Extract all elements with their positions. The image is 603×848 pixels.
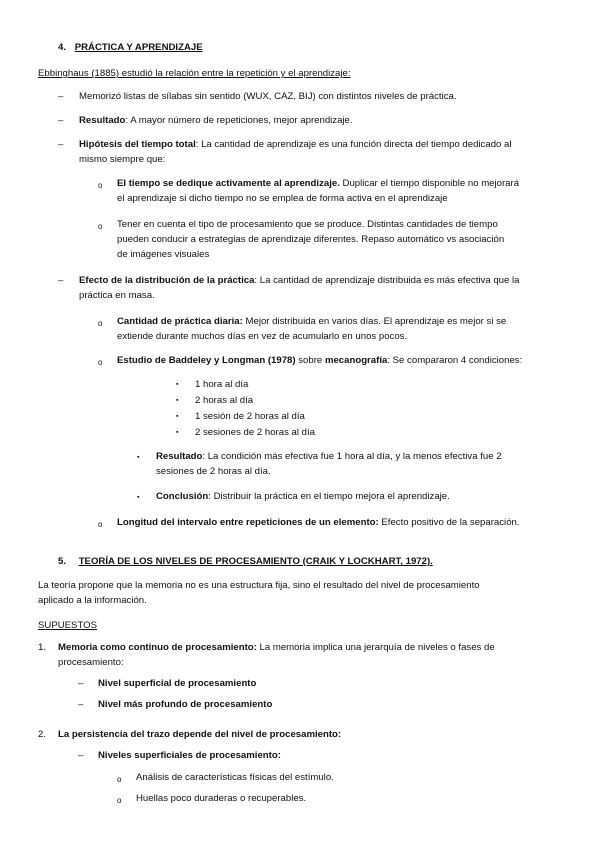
res2-label: Resultado xyxy=(156,451,203,462)
hip-sub1-label: El tiempo se dedique activamente al aprendizaje. xyxy=(117,178,340,189)
square-bullet: ▪ xyxy=(137,454,140,461)
section-4-heading xyxy=(58,40,203,55)
longitud-text: Efecto positivo de la separación. xyxy=(378,517,520,528)
circle-bullet: o xyxy=(98,358,103,367)
hip-sub1-line1: Duplicar el tiempo disponible no mejorará xyxy=(339,178,520,189)
cantidad-label: Cantidad de práctica diaria: xyxy=(117,316,243,327)
estudio-item xyxy=(117,353,522,368)
efecto-line2: práctica en masa. xyxy=(79,290,155,301)
supuestos-heading: SUPUESTOS xyxy=(38,620,98,631)
section-5-intro-line1: La teoría propone que la memoria no es una estructura fija, sino el resultado del nivel de procesamiento xyxy=(38,580,480,591)
s2-subsub-item: Análisis de características físicas del estímulo. xyxy=(136,772,334,783)
efecto-line1: : La cantidad de aprendizaje distribuida es más efectiva que la xyxy=(254,275,520,286)
list-item-memorizo: Memorizó listas de sílabas sin sentido (WUX, CAZ, BIJ) con distintos niveles de práctica. xyxy=(79,91,457,102)
list-item-hipotesis xyxy=(79,137,565,167)
s1-line1: La memoria implica una jerarquía de niveles o fases de xyxy=(256,642,495,653)
dash-bullet: – xyxy=(78,699,84,710)
concl-text: : Distribuir la práctica en el tiempo mejora el aprendizaje. xyxy=(208,491,450,502)
s2-sub-label: Niveles superficiales de procesamiento: xyxy=(98,750,281,761)
longitud-label: Longitud del intervalo entre repeticiones de un elemento: xyxy=(117,517,379,528)
hip-sub2-line1: Tener en cuenta el tipo de procesamiento que se produce. Distintas cantidades de tiempo xyxy=(117,219,498,230)
section-5-intro xyxy=(38,578,565,608)
hipotesis-sub-1 xyxy=(117,176,565,206)
square-bullet: ▪ xyxy=(176,413,179,420)
hipotesis-sub-2 xyxy=(117,217,565,262)
s1-sub-item: Nivel más profundo de procesamiento xyxy=(98,699,273,710)
resultado-2-item xyxy=(156,449,565,479)
resultado-label: Resultado xyxy=(79,115,126,126)
supuesto-1-number: 1. xyxy=(38,642,47,653)
dash-bullet: – xyxy=(58,275,64,286)
square-bullet: ▪ xyxy=(176,429,179,436)
supuesto-2-number: 2. xyxy=(38,729,47,740)
cantidad-line1: Mejor distribuida en varios días. El aprendizaje es mejor si se xyxy=(242,316,507,327)
res2-line2: sesiones de 2 horas al día. xyxy=(156,466,271,477)
section-4-intro: Ebbinghaus (1885) estudió la relación entre la repetición y el aprendizaje: xyxy=(38,68,351,79)
s1-line2: procesamiento: xyxy=(58,657,124,668)
dash-bullet: – xyxy=(78,678,84,689)
conclusion-item xyxy=(156,489,450,504)
section-4-title: PRÁCTICA Y APRENDIZAJE xyxy=(74,42,203,53)
square-bullet: ▪ xyxy=(137,494,140,501)
square-bullet: ▪ xyxy=(176,381,179,388)
condition-item: 2 horas al día xyxy=(195,395,254,406)
section-5-intro-line2: aplicado a la información. xyxy=(38,595,147,606)
square-bullet: ▪ xyxy=(176,397,179,404)
circle-bullet: o xyxy=(98,222,103,231)
condition-item: 2 sesiones de 2 horas al día xyxy=(195,427,316,438)
estudio-mid: sobre xyxy=(295,355,325,366)
res2-line1: : La condición más efectiva fue 1 hora al día, y la menos efectiva fue 2 xyxy=(202,451,502,462)
s2-label: La persistencia del trazo depende del nivel de procesamiento: xyxy=(58,729,342,740)
section-5-title: TEORÍA DE LOS NIVELES DE PROCESAMIENTO (CRAIK Y LOCKHART, 1972). xyxy=(78,556,433,567)
concl-label: Conclusión xyxy=(156,491,209,502)
estudio-label: Estudio de Baddeley y Longman (1978) xyxy=(117,355,296,366)
s1-sub-item: Nivel superficial de procesamiento xyxy=(98,678,257,689)
circle-bullet: o xyxy=(98,319,103,328)
longitud-item xyxy=(117,515,520,530)
estudio-label2: mecanografía xyxy=(324,355,388,366)
circle-bullet: o xyxy=(117,775,122,784)
hip-sub1-line2: el aprendizaje si dicho tiempo no se emplea de forma activa en el aprendizaje xyxy=(117,193,448,204)
hip-sub2-line2: pueden conducir a estrategias de aprendizaje diferentes. Repaso automático vs asociación xyxy=(117,234,505,245)
section-4-number: 4. xyxy=(58,42,67,53)
dash-bullet: – xyxy=(78,750,84,761)
efecto-label: Efecto de la distribución de la práctica xyxy=(79,275,255,286)
s1-label: Memoria como continuo de procesamiento: xyxy=(58,642,257,653)
hipotesis-label: Hipótesis del tiempo total xyxy=(79,139,196,150)
list-item-efecto xyxy=(79,273,565,303)
cantidad-line2: extiende durante muchos días en vez de acumularlo en unos pocos. xyxy=(117,331,408,342)
circle-bullet: o xyxy=(98,520,103,529)
section-5-number: 5. xyxy=(58,556,67,567)
hipotesis-line2: mismo siempre que: xyxy=(79,154,166,165)
supuesto-1 xyxy=(58,640,565,670)
list-item-resultado xyxy=(79,113,353,128)
section-5-heading xyxy=(58,554,433,569)
condition-item: 1 sesión de 2 horas al día xyxy=(195,411,305,422)
resultado-text: : A mayor número de repeticiones, mejor aprendizaje. xyxy=(125,115,353,126)
condition-item: 1 hora al día xyxy=(195,379,249,390)
dash-bullet: – xyxy=(58,139,64,150)
cantidad-item xyxy=(117,314,565,344)
s2-subsub-item: Huellas poco duraderas o recuperables. xyxy=(136,793,307,804)
hipotesis-line1: : La cantidad de aprendizaje es una función directa del tiempo dedicado al xyxy=(195,139,512,150)
circle-bullet: o xyxy=(117,796,122,805)
circle-bullet: o xyxy=(98,181,103,190)
estudio-text: : Se compararon 4 condiciones: xyxy=(387,355,523,366)
dash-bullet: – xyxy=(58,115,64,126)
dash-bullet: – xyxy=(58,91,64,102)
hip-sub2-line3: de imágenes visuales xyxy=(117,249,210,260)
